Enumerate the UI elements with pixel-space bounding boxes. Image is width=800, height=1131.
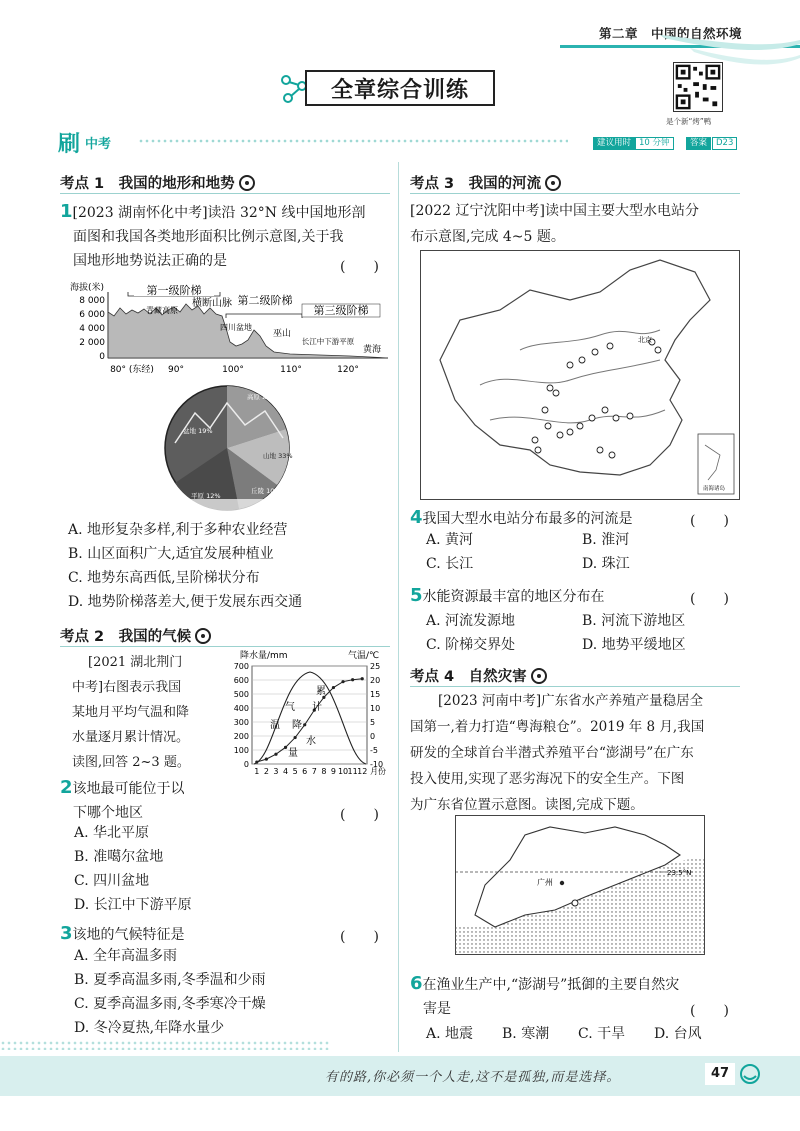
intro-line: 布示意图,完成 4~5 题。 (410, 229, 565, 245)
question-number: 4 (410, 507, 423, 528)
intro-line: [2021 湖北荆门 (88, 655, 183, 670)
suggested-time-label: 建议用时 (593, 137, 635, 150)
intro-line: 研发的全球首台半潜式养殖平台“澎湖号”在广东 (410, 745, 694, 761)
question-number: 3 (60, 923, 73, 944)
y-tick: 4 000 (79, 324, 105, 334)
precip-point (294, 736, 297, 739)
step-label: 第三级阶梯 (313, 304, 369, 317)
page-title-box (305, 70, 495, 106)
topic-4-heading (410, 665, 547, 686)
stem-line: 水能资源最丰富的地区分布在 (422, 589, 605, 605)
x-tick: 110° (280, 365, 302, 375)
option-a[interactable]: A. 黄河 (426, 532, 474, 548)
option-d[interactable]: D. 珠江 (582, 556, 630, 572)
question-5-stem (410, 584, 605, 609)
month-tick: 9 (330, 767, 337, 776)
curve-label: 水 (306, 736, 316, 747)
right-axis-tick: -10 (370, 760, 384, 769)
answer-paren[interactable]: ( ) (340, 807, 379, 823)
option-c[interactable]: C. 阶梯交界处 (426, 637, 516, 653)
intro-line: 读图,回答 2~3 题。 (72, 755, 190, 770)
option-a[interactable]: A. 华北平原 (74, 825, 150, 841)
option-d[interactable]: D. 地势平缓地区 (582, 637, 686, 653)
map-inset-label: 南海诸岛 (703, 486, 726, 492)
target-icon (239, 175, 255, 191)
climate-chart (230, 648, 400, 778)
intro-line: 为广东省位置示意图。读图,完成下题。 (410, 797, 644, 813)
x-tick: 90° (168, 365, 184, 375)
precip-point (351, 678, 354, 681)
right-axis-tick: 20 (370, 676, 381, 685)
x-tick: 120° (337, 365, 359, 375)
stem-line: 国地形地势说法正确的是 (73, 253, 227, 269)
answer-paren[interactable]: ( ) (690, 513, 729, 529)
month-tick: 6 (302, 767, 308, 776)
question-4-stem (410, 506, 633, 531)
option-b[interactable]: B. 寒潮 (502, 1026, 550, 1042)
x-tick: 80° (东经) (110, 365, 154, 375)
option-b[interactable]: B. 夏季高温多雨,冬季温和少雨 (74, 972, 266, 988)
question-number: 5 (410, 585, 423, 606)
topic-4-label: 考点 4 自然灾害 (410, 669, 527, 685)
x-tick: 100° (222, 365, 244, 375)
option-c[interactable]: C. 夏季高温多雨,冬季寒冷干燥 (74, 996, 266, 1012)
option-b[interactable]: B. 淮河 (582, 532, 630, 548)
precip-point (274, 753, 277, 756)
precip-point (255, 760, 258, 763)
intro-line: 某地月平均气温和降 (72, 705, 190, 720)
y-tick: 6 000 (79, 310, 105, 320)
question-2-stem (60, 776, 185, 825)
curve-label: 累 (316, 686, 326, 697)
left-axis-tick: 200 (233, 732, 249, 741)
answer-page: D23 (712, 137, 737, 150)
terrain-profile-figure (70, 280, 390, 385)
place-label: 横断山脉 (192, 298, 232, 309)
place-label: 长江中下游平原 (301, 337, 355, 346)
option-b[interactable]: B. 河流下游地区 (582, 613, 686, 629)
precip-point (265, 758, 268, 761)
precip-point (341, 680, 344, 683)
question-number: 1 (60, 201, 73, 222)
column-divider (398, 162, 399, 1052)
topic-3-intro (410, 198, 699, 250)
option-d[interactable]: D. 冬冷夏热,年降水量少 (74, 1020, 225, 1036)
option-a[interactable]: A. 地形复杂多样,利于多种农业经营 (68, 522, 288, 538)
question-3-stem (60, 922, 185, 947)
topic-rule (60, 193, 390, 194)
topic-3-heading (410, 172, 561, 193)
stem-line: 在渔业生产中,“澎湖号”抵御的主要自然灾 (422, 977, 680, 993)
left-axis-tick: 100 (233, 746, 249, 755)
month-tick: 7 (311, 767, 317, 776)
pie-label: 盆地 19% (183, 427, 213, 435)
question-number: 2 (60, 777, 73, 798)
qr-caption: 是个新“烤”鸭 (666, 117, 712, 126)
place-label: 黄海 (362, 345, 382, 355)
month-tick: 10 (337, 767, 349, 776)
topic-2-heading (60, 625, 211, 646)
precip-point (361, 677, 364, 680)
month-tick: 11 (347, 767, 358, 776)
right-axis-tick: 15 (370, 690, 381, 699)
footer-dot-strip (0, 1040, 330, 1050)
dotted-rule (138, 137, 568, 145)
option-a[interactable]: A. 全年高温多雨 (74, 948, 178, 964)
hydropower-map (420, 250, 740, 500)
option-d[interactable]: D. 台风 (654, 1026, 702, 1042)
y-tick: 0 (99, 352, 105, 362)
month-tick: 1 (254, 767, 260, 776)
mascot-icon (738, 1062, 762, 1086)
option-c[interactable]: C. 长江 (426, 556, 474, 572)
right-axis-tick: 10 (370, 704, 381, 713)
precip-point (303, 723, 306, 726)
stem-line: 该地最可能位于以 (72, 781, 185, 797)
place-label: 青藏高原 (146, 306, 178, 315)
option-c[interactable]: C. 四川盆地 (74, 873, 150, 889)
page-title: 全章综合训练 (330, 77, 469, 103)
month-unit: 月份 (370, 767, 386, 776)
axis-label: 海拔(米) (70, 283, 105, 293)
brush-logo: 刷 (58, 132, 81, 157)
option-d[interactable]: D. 长江中下游平原 (74, 897, 192, 913)
topic-3-label: 考点 3 我国的河流 (410, 176, 542, 192)
footer-quote: 有的路,你必须一个人走,这不是孤独,而是选择。 (325, 1070, 621, 1085)
precip-point (332, 686, 335, 689)
option-b[interactable]: B. 山区面积广大,适宜发展种植业 (68, 546, 274, 562)
answer-label: 答案 (686, 137, 711, 150)
landform-area-pie (155, 383, 305, 513)
answer-paren[interactable]: ( ) (690, 591, 729, 607)
intro-line: 投入使用,实现了恶劣海况下的安全生产。下图 (410, 771, 685, 787)
target-icon (531, 668, 547, 684)
month-tick: 12 (357, 767, 368, 776)
month-tick: 5 (292, 767, 298, 776)
question-number: 6 (410, 973, 423, 994)
answer-paren[interactable]: ( ) (690, 1003, 729, 1019)
intro-line: [2023 河南中考]广东省水产养殖产量稳居全 (438, 693, 704, 709)
question-1-stem (60, 200, 366, 273)
target-icon (545, 175, 561, 191)
right-axis-tick: -5 (370, 746, 378, 755)
pie-label: 丘陵 10% (251, 487, 281, 495)
right-axis-tick: 5 (370, 718, 376, 727)
brush-subtitle: 中考 (85, 137, 112, 152)
intro-line: 中考]右图表示我国 (72, 680, 182, 695)
topic-rule (410, 193, 740, 194)
topic-rule (60, 646, 390, 647)
place-label: 四川盆地 (220, 323, 252, 332)
option-a[interactable]: A. 河流发源地 (426, 613, 516, 629)
month-tick: 8 (321, 767, 327, 776)
pie-label: 高原 26% (247, 393, 277, 401)
exam-practice-bar (58, 130, 743, 157)
left-axis-tick: 0 (243, 760, 249, 769)
stem-line: 害是 (423, 1001, 451, 1017)
left-axis-title: 降水量/mm (240, 651, 288, 661)
map-label: 北京 (638, 336, 652, 344)
curve-label: 温 (270, 720, 280, 731)
y-tick: 8 000 (79, 296, 105, 306)
topic-2-label: 考点 2 我国的气候 (60, 629, 192, 645)
curve-label: 计 (312, 702, 322, 713)
answer-paren[interactable]: ( ) (340, 929, 379, 945)
curve-label: 降 (292, 720, 302, 731)
intro-line: 水量逐月累计情况。 (72, 730, 190, 745)
left-axis-tick: 500 (233, 690, 249, 699)
intro-line: [2022 辽宁沈阳中考]读中国主要大型水电站分 (410, 203, 700, 219)
stem-line: 该地的气候特征是 (72, 927, 185, 943)
option-d[interactable]: D. 地势阶梯落差大,便于发展东西交通 (68, 594, 303, 610)
topic-rule (410, 686, 740, 687)
chapter-title: 第二章 中国的自然环境 (598, 26, 742, 41)
topic-4-intro (410, 688, 704, 818)
question-6-stem (410, 972, 679, 1021)
stem-line: 我国大型水电站分布最多的河流是 (422, 511, 633, 527)
climate-intro (72, 650, 190, 775)
pie-label: 山地 33% (263, 452, 293, 460)
stem-line: 面图和我国各类地形面积比例示意图,关于我 (73, 229, 344, 245)
intro-line: 国第一,着力打造“粤海粮仓”。2019 年 8 月,我国 (410, 719, 705, 735)
target-icon (195, 628, 211, 644)
left-axis-tick: 600 (233, 676, 249, 685)
left-axis-tick: 300 (233, 718, 249, 727)
latitude-label: 23.5°N (667, 869, 692, 877)
month-tick: 2 (263, 767, 269, 776)
place-label: 巫山 (272, 329, 292, 339)
right-axis-tick: 25 (370, 662, 381, 671)
curve-label: 气 (285, 702, 295, 713)
topic-1-label: 考点 1 我国的地形和地势 (60, 176, 235, 192)
step-label: 第二级阶梯 (237, 294, 293, 307)
option-c[interactable]: C. 地势东高西低,呈阶梯状分布 (68, 570, 260, 586)
curve-label: 量 (288, 748, 298, 759)
y-tick: 2 000 (79, 338, 105, 348)
qr-code-icon[interactable] (673, 62, 723, 112)
option-a[interactable]: A. 地震 (426, 1026, 474, 1042)
month-tick: 3 (273, 767, 279, 776)
city-label: 广州 (537, 878, 553, 887)
step-label: 第一级阶梯 (146, 284, 202, 297)
guangdong-location-map (455, 815, 705, 955)
precip-point (284, 746, 287, 749)
left-axis-tick: 700 (233, 662, 249, 671)
pie-label: 平原 12% (191, 492, 221, 500)
option-c[interactable]: C. 干旱 (578, 1026, 626, 1042)
month-tick: 4 (282, 767, 289, 776)
suggested-time-value: 10 分钟 (635, 137, 674, 150)
answer-paren[interactable]: ( ) (340, 259, 379, 275)
left-axis-tick: 400 (233, 704, 249, 713)
stem-line: 下哪个地区 (73, 805, 143, 821)
stem-line: [2023 湖南怀化中考]读沿 32°N 线中国地形剖 (72, 205, 366, 221)
page-number: 47 (705, 1063, 735, 1085)
right-axis-title: 气温/℃ (348, 651, 380, 661)
option-b[interactable]: B. 准噶尔盆地 (74, 849, 164, 865)
topic-1-heading (60, 172, 255, 193)
right-axis-tick: 0 (370, 732, 376, 741)
